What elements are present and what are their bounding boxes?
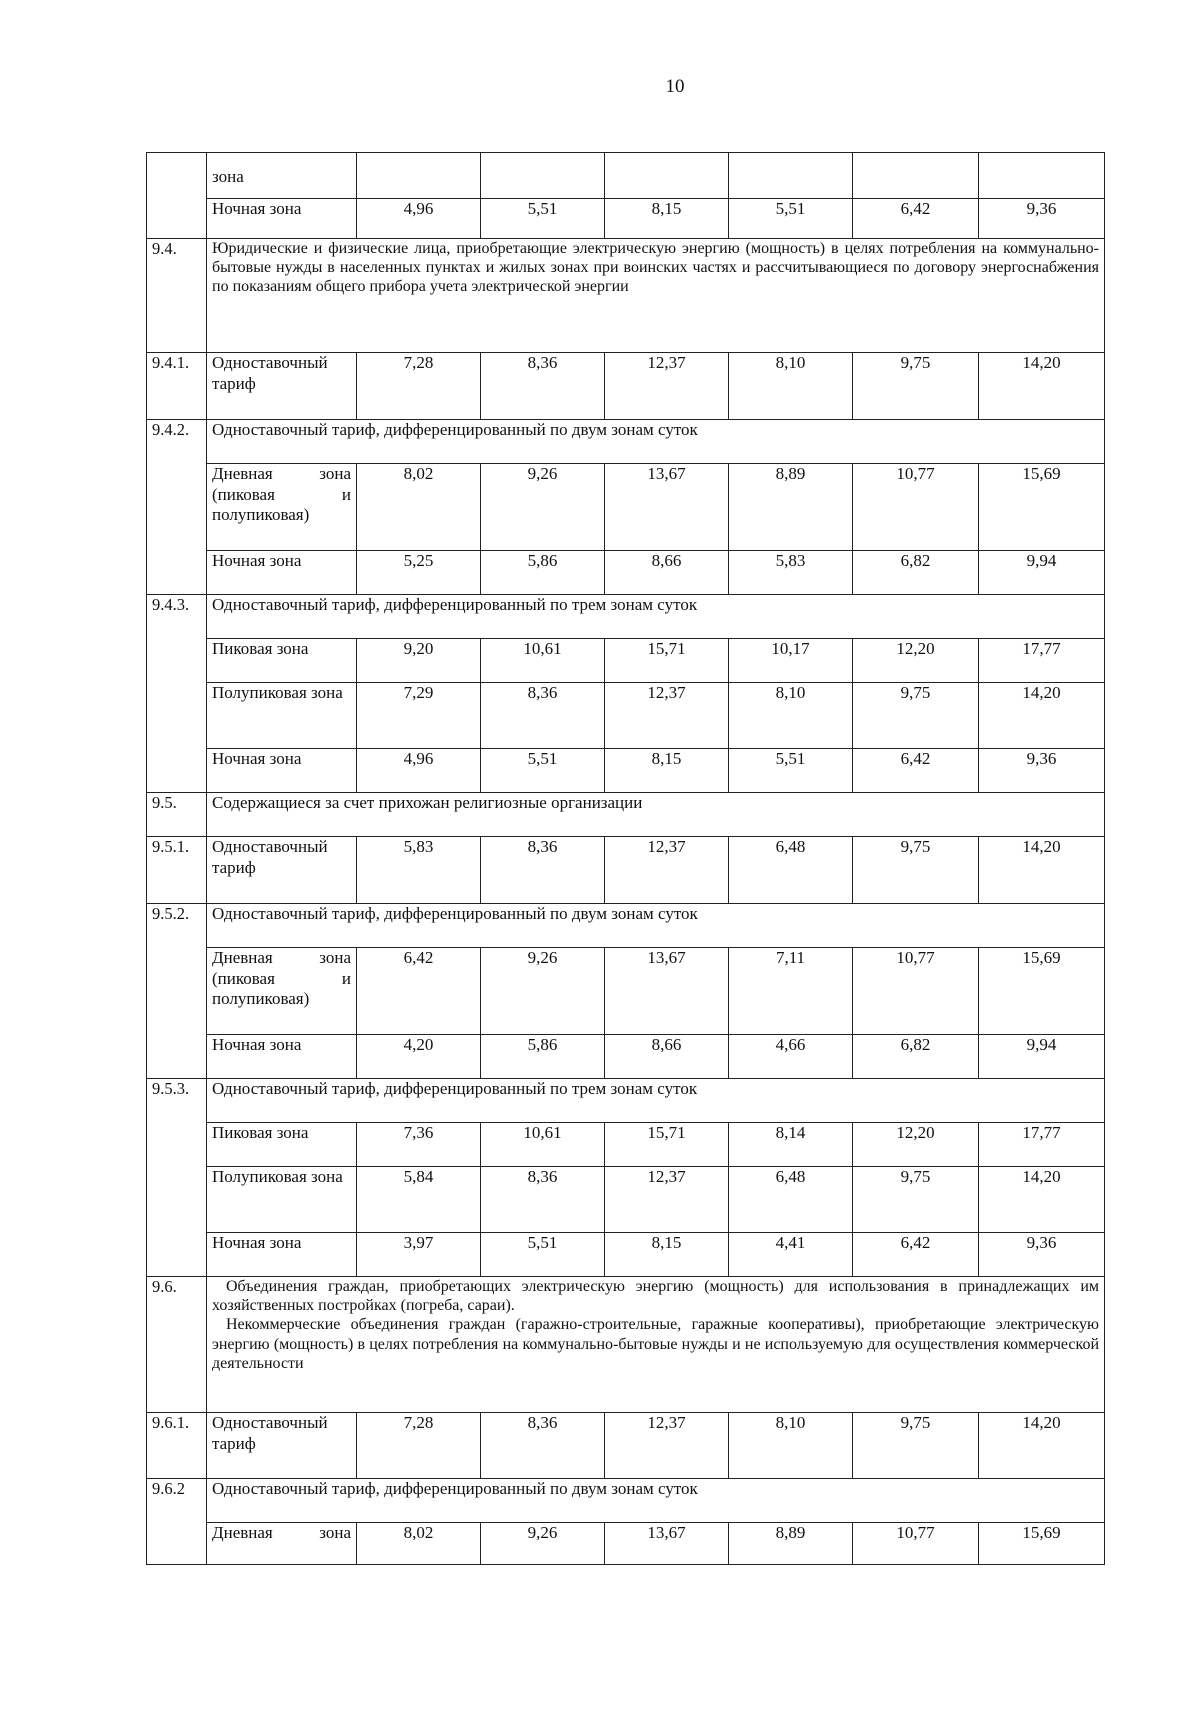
row-code: 9.5.2. [147, 904, 207, 1079]
value-cell: 9,26 [481, 948, 605, 1035]
value-cell: 8,15 [605, 749, 729, 793]
section-title: Одноставочный тариф, дифференцированный по двум зонам суток [207, 1479, 1105, 1523]
table-row [147, 948, 1105, 1035]
value-cell: 15,69 [979, 1523, 1105, 1565]
row-name: Одноставочный тариф [207, 353, 357, 420]
value-cell: 6,48 [729, 1167, 853, 1233]
value-cell: 7,36 [357, 1123, 481, 1167]
section-row [147, 595, 1105, 639]
section-description: Юридические и физические лица, приобретающие электрическую энергию (мощность) в целях потребления на коммунально-бытовые нужды в населенных пунктах и жилых зонах при воинских частях и рассчитывающиеся по договору энергоснабжения по показаниям общего прибора учета электрической энергии [207, 239, 1105, 353]
section-description [207, 1277, 1105, 1413]
value-cell: 12,37 [605, 837, 729, 904]
value-cell: 7,11 [729, 948, 853, 1035]
value-cell: 8,10 [729, 683, 853, 749]
row-code: 9.4.3. [147, 595, 207, 793]
value-cell: 8,66 [605, 551, 729, 595]
value-cell: 8,10 [729, 353, 853, 420]
page-number: 10 [665, 76, 685, 97]
table-row [147, 551, 1105, 595]
value-cell: 8,36 [481, 837, 605, 904]
value-cell: 9,75 [853, 683, 979, 749]
value-cell: 8,15 [605, 199, 729, 239]
value-cell: 4,66 [729, 1035, 853, 1079]
row-name: Ночная зона [207, 1035, 357, 1079]
value-cell: 10,61 [481, 639, 605, 683]
table-row [147, 1123, 1105, 1167]
value-cell: 5,84 [357, 1167, 481, 1233]
value-cell: 4,96 [357, 749, 481, 793]
value-cell: 10,77 [853, 1523, 979, 1565]
row-name: Ночная зона [207, 1233, 357, 1277]
value-cell: 12,37 [605, 683, 729, 749]
value-cell: 7,28 [357, 353, 481, 420]
value-cell: 12,20 [853, 639, 979, 683]
row-code: 9.6.2 [147, 1479, 207, 1565]
value-cell: 17,77 [979, 1123, 1105, 1167]
value-cell: 6,82 [853, 1035, 979, 1079]
row-code: 9.4.2. [147, 420, 207, 595]
row-name: Дневная зона (пиковая и полупиковая) [212, 464, 351, 525]
section-row [147, 239, 1105, 353]
table-row [147, 837, 1105, 904]
section-row [147, 1479, 1105, 1523]
value-cell: 9,75 [853, 353, 979, 420]
value-cell: 5,51 [481, 199, 605, 239]
row-code: 9.5.3. [147, 1079, 207, 1277]
section-row [147, 904, 1105, 948]
value-cell: 14,20 [979, 353, 1105, 420]
row-code: 9.5.1. [147, 837, 207, 904]
row-name: Одноставочный тариф [207, 1413, 357, 1479]
value-cell: 14,20 [979, 683, 1105, 749]
value-cell: 5,25 [357, 551, 481, 595]
value-cell: 12,20 [853, 1123, 979, 1167]
value-cell: 15,69 [979, 464, 1105, 551]
row-code: 9.4.1. [147, 353, 207, 420]
value-cell: 9,75 [853, 837, 979, 904]
value-cell: 8,14 [729, 1123, 853, 1167]
value-cell: 10,17 [729, 639, 853, 683]
table-row [147, 1167, 1105, 1233]
value-cell: 9,94 [979, 1035, 1105, 1079]
row-name: зона [207, 153, 357, 199]
value-cell: 15,71 [605, 639, 729, 683]
row-name: Дневная зона (пиковая и полупиковая) [212, 948, 351, 1009]
value-cell: 15,69 [979, 948, 1105, 1035]
value-cell: 10,77 [853, 948, 979, 1035]
value-cell: 7,28 [357, 1413, 481, 1479]
section-row [147, 1277, 1105, 1413]
value-cell: 8,10 [729, 1413, 853, 1479]
value-cell: 9,26 [481, 1523, 605, 1565]
value-cell: 14,20 [979, 1413, 1105, 1479]
value-cell: 12,37 [605, 1413, 729, 1479]
section-title: Одноставочный тариф, дифференцированный по трем зонам суток [207, 1079, 1105, 1123]
row-code: 9.6.1. [147, 1413, 207, 1479]
value-cell: 5,86 [481, 551, 605, 595]
table-row [147, 1523, 1105, 1565]
value-cell: 8,66 [605, 1035, 729, 1079]
value-cell: 5,83 [729, 551, 853, 595]
table-row [147, 1233, 1105, 1277]
value-cell: 4,41 [729, 1233, 853, 1277]
row-code: 9.6. [147, 1277, 207, 1413]
value-cell: 5,83 [357, 837, 481, 904]
value-cell: 8,89 [729, 464, 853, 551]
value-cell: 8,15 [605, 1233, 729, 1277]
row-name: Полупиковая зона [207, 683, 357, 749]
table-row [147, 1413, 1105, 1479]
table-row [147, 199, 1105, 239]
value-cell: 5,51 [481, 749, 605, 793]
value-cell: 14,20 [979, 1167, 1105, 1233]
value-cell: 12,37 [605, 1167, 729, 1233]
value-cell: 7,29 [357, 683, 481, 749]
value-cell: 9,75 [853, 1413, 979, 1479]
value-cell: 8,02 [357, 1523, 481, 1565]
value-cell: 13,67 [605, 464, 729, 551]
description-paragraph: Некоммерческие объединения граждан (гаражно-строительные, гаражные кооперативы), приобретающие электрическую энергию (мощность) в целях потребления на коммунально-бытовые нужды и не используемую для осуществления коммерческой деятельности [212, 1316, 1099, 1372]
value-cell: 4,96 [357, 199, 481, 239]
section-title: Одноставочный тариф, дифференцированный по трем зонам суток [207, 595, 1105, 639]
value-cell: 12,37 [605, 353, 729, 420]
table-row [147, 639, 1105, 683]
row-name: Ночная зона [207, 551, 357, 595]
section-title: Одноставочный тариф, дифференцированный по двум зонам суток [207, 904, 1105, 948]
table-row [147, 153, 1105, 199]
row-name: Ночная зона [207, 749, 357, 793]
row-name: Пиковая зона [207, 1123, 357, 1167]
value-cell: 3,97 [357, 1233, 481, 1277]
section-row [147, 420, 1105, 464]
section-title: Содержащиеся за счет прихожан религиозные организации [207, 793, 1105, 837]
value-cell: 8,36 [481, 353, 605, 420]
value-cell: 6,42 [357, 948, 481, 1035]
value-cell: 8,36 [481, 1413, 605, 1479]
table-row [147, 464, 1105, 551]
value-cell: 10,77 [853, 464, 979, 551]
value-cell: 6,48 [729, 837, 853, 904]
value-cell: 13,67 [605, 948, 729, 1035]
section-row [147, 793, 1105, 837]
value-cell: 9,36 [979, 1233, 1105, 1277]
section-row [147, 1079, 1105, 1123]
table-row [147, 353, 1105, 420]
table-row [147, 749, 1105, 793]
row-name: Одноставочный тариф [207, 837, 357, 904]
value-cell: 9,94 [979, 551, 1105, 595]
table-row [147, 683, 1105, 749]
value-cell: 9,36 [979, 749, 1105, 793]
table-row [147, 1035, 1105, 1079]
tariff-table [146, 152, 1105, 1565]
value-cell: 8,36 [481, 1167, 605, 1233]
value-cell: 8,02 [357, 464, 481, 551]
row-name: Пиковая зона [207, 639, 357, 683]
value-cell: 17,77 [979, 639, 1105, 683]
value-cell: 5,51 [481, 1233, 605, 1277]
value-cell: 5,51 [729, 749, 853, 793]
value-cell: 5,51 [729, 199, 853, 239]
row-code: 9.4. [147, 239, 207, 353]
value-cell: 15,71 [605, 1123, 729, 1167]
value-cell: 6,42 [853, 199, 979, 239]
row-name: Полупиковая зона [207, 1167, 357, 1233]
row-name: Ночная зона [207, 199, 357, 239]
description-paragraph: Объединения граждан, приобретающих электрическую энергию (мощность) для использования в принадлежащих им хозяйственных постройках (погреба, сараи). [212, 1278, 1099, 1315]
value-cell: 6,82 [853, 551, 979, 595]
section-title: Одноставочный тариф, дифференцированный по двум зонам суток [207, 420, 1105, 464]
row-name: Дневная зона [212, 1523, 351, 1542]
value-cell: 8,36 [481, 683, 605, 749]
value-cell: 13,67 [605, 1523, 729, 1565]
value-cell: 5,86 [481, 1035, 605, 1079]
value-cell: 9,20 [357, 639, 481, 683]
value-cell: 8,89 [729, 1523, 853, 1565]
value-cell: 6,42 [853, 1233, 979, 1277]
value-cell: 9,75 [853, 1167, 979, 1233]
value-cell: 9,26 [481, 464, 605, 551]
value-cell: 14,20 [979, 837, 1105, 904]
value-cell: 9,36 [979, 199, 1105, 239]
row-code: 9.5. [147, 793, 207, 837]
value-cell: 4,20 [357, 1035, 481, 1079]
value-cell: 10,61 [481, 1123, 605, 1167]
value-cell: 6,42 [853, 749, 979, 793]
